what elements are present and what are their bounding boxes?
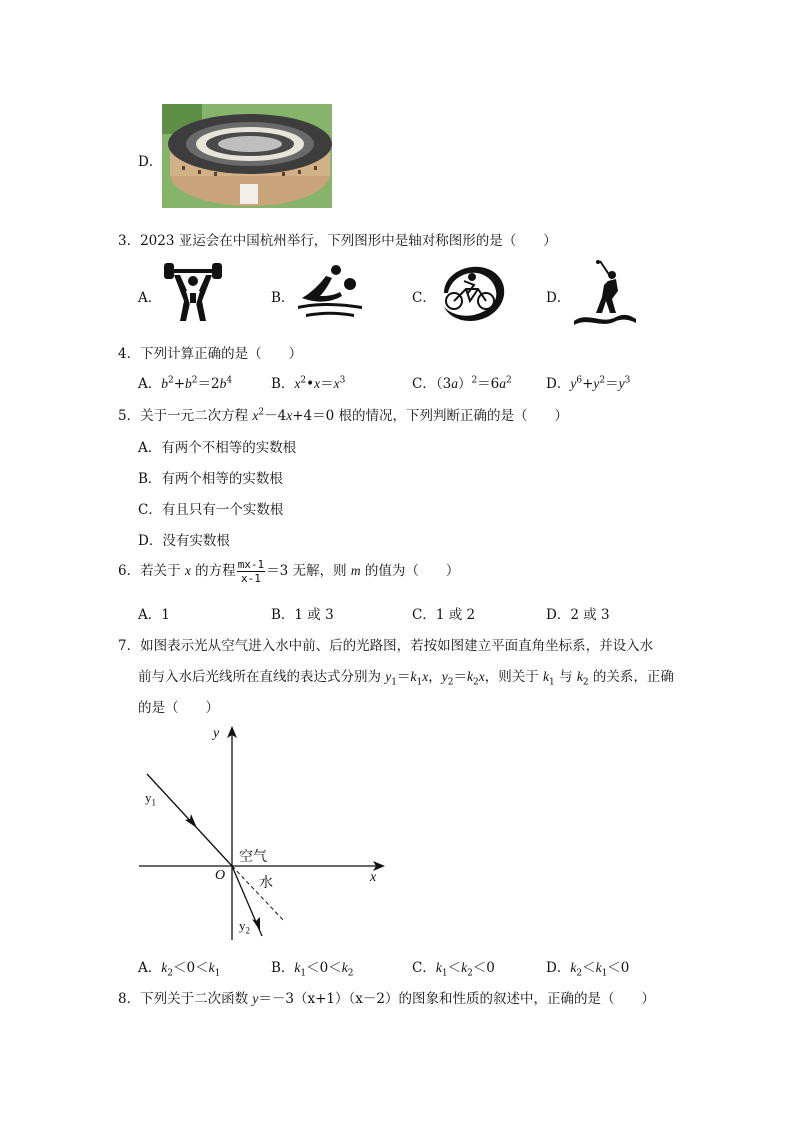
- air-label: 空气: [239, 849, 267, 865]
- y-axis-label: y: [213, 726, 220, 741]
- q3-option-c-label: C．: [412, 290, 436, 306]
- q4-option-a: A．$b^2+b^2=2b^4$: [138, 375, 233, 392]
- ray-y2-arrow: [252, 917, 260, 931]
- q7-option-a: A．$k_2<0<k_1$: [138, 960, 221, 979]
- q8-stem: 8．下列关于二次函数 y＝－3（x+1）（x－2）的图象和性质的叙述中，正确的是（ ）: [118, 991, 655, 1007]
- tulou-photo: [162, 104, 332, 208]
- q3-option-b-label: B．: [271, 290, 295, 306]
- q7-stem-line3: 的是（ ）: [138, 700, 219, 716]
- y1-label: $y_1$: [145, 790, 156, 808]
- q6-stem: 6．若关于 x 的方程 $\frac{mx-1}{x-1}$ ＝3 无解，则 m 的值为（ ）: [118, 558, 460, 585]
- water-polo-icon: [296, 262, 366, 326]
- q5-stem: 5．关于一元二次方程 $x^2-4x+4=0$ 根的情况，下列判断正确的是（ ）: [118, 407, 568, 424]
- cycling-icon: [434, 263, 508, 327]
- q4-option-d: D．$y^6+y^2=y^3$: [546, 375, 631, 392]
- q6-option-c: C．1 或 2: [412, 607, 476, 623]
- origin-label: O: [215, 868, 226, 883]
- y2-label: $y_2$: [239, 918, 250, 936]
- q7-option-d: D．$k_2<k_1<0$: [546, 960, 630, 979]
- q4-stem: 4．下列计算正确的是（ ）: [118, 346, 303, 362]
- q6-option-b: B．1 或 3: [271, 607, 334, 623]
- water-label: 水: [259, 875, 273, 891]
- q4-option-c: C．$(3a)^2=6a^2$: [412, 375, 512, 392]
- q7-options: [138, 956, 758, 979]
- q7-option-b: B．$k_1<0<k_2$: [271, 960, 354, 979]
- q5-option-d: D．没有实数根: [138, 533, 230, 549]
- q3-stem: 3．2023 亚运会在中国杭州举行，下列图形中是轴对称图形的是（ ）: [118, 233, 557, 249]
- q6-options: [138, 603, 758, 623]
- q7-stem-line2: 前与入水后光线所在直线的表达式分别为 $y_1=k_1x$，$y_2=k_2x$，则关于 $k_1$ 与 $k_2$ 的关系，正确: [138, 669, 674, 688]
- q3-option-d-label: D．: [546, 290, 571, 306]
- q6-option-d: D．2 或 3: [546, 607, 610, 623]
- ray-y1-arrow: [185, 814, 197, 828]
- q2-option-d-label: D．: [138, 154, 163, 170]
- q5-option-c: C．有且只有一个实数根: [138, 502, 284, 518]
- q4-option-b: B．$x^2•x=x^3$: [271, 375, 346, 392]
- q7-figure: [135, 722, 395, 944]
- q5-option-b: B．有两个相等的实数根: [138, 471, 283, 487]
- q7-option-c: C．$k_1<k_2<0$: [412, 960, 495, 979]
- x-axis-label: x: [370, 870, 377, 885]
- q4-options: [138, 372, 758, 392]
- q6-fraction: $\frac{mx-1}{x-1}$: [237, 558, 265, 585]
- q6-option-a: A．1: [138, 607, 170, 623]
- q7-stem-line1: 7．如图表示光从空气进入水中前、后的光路图，若按如图建立平面直角坐标系，并设入水: [118, 638, 654, 654]
- q3-option-a-label: A．: [138, 290, 162, 306]
- weightlifting-icon: [160, 261, 226, 327]
- q5-option-a: A．有两个不相等的实数根: [138, 440, 297, 456]
- golf-icon: [572, 259, 638, 331]
